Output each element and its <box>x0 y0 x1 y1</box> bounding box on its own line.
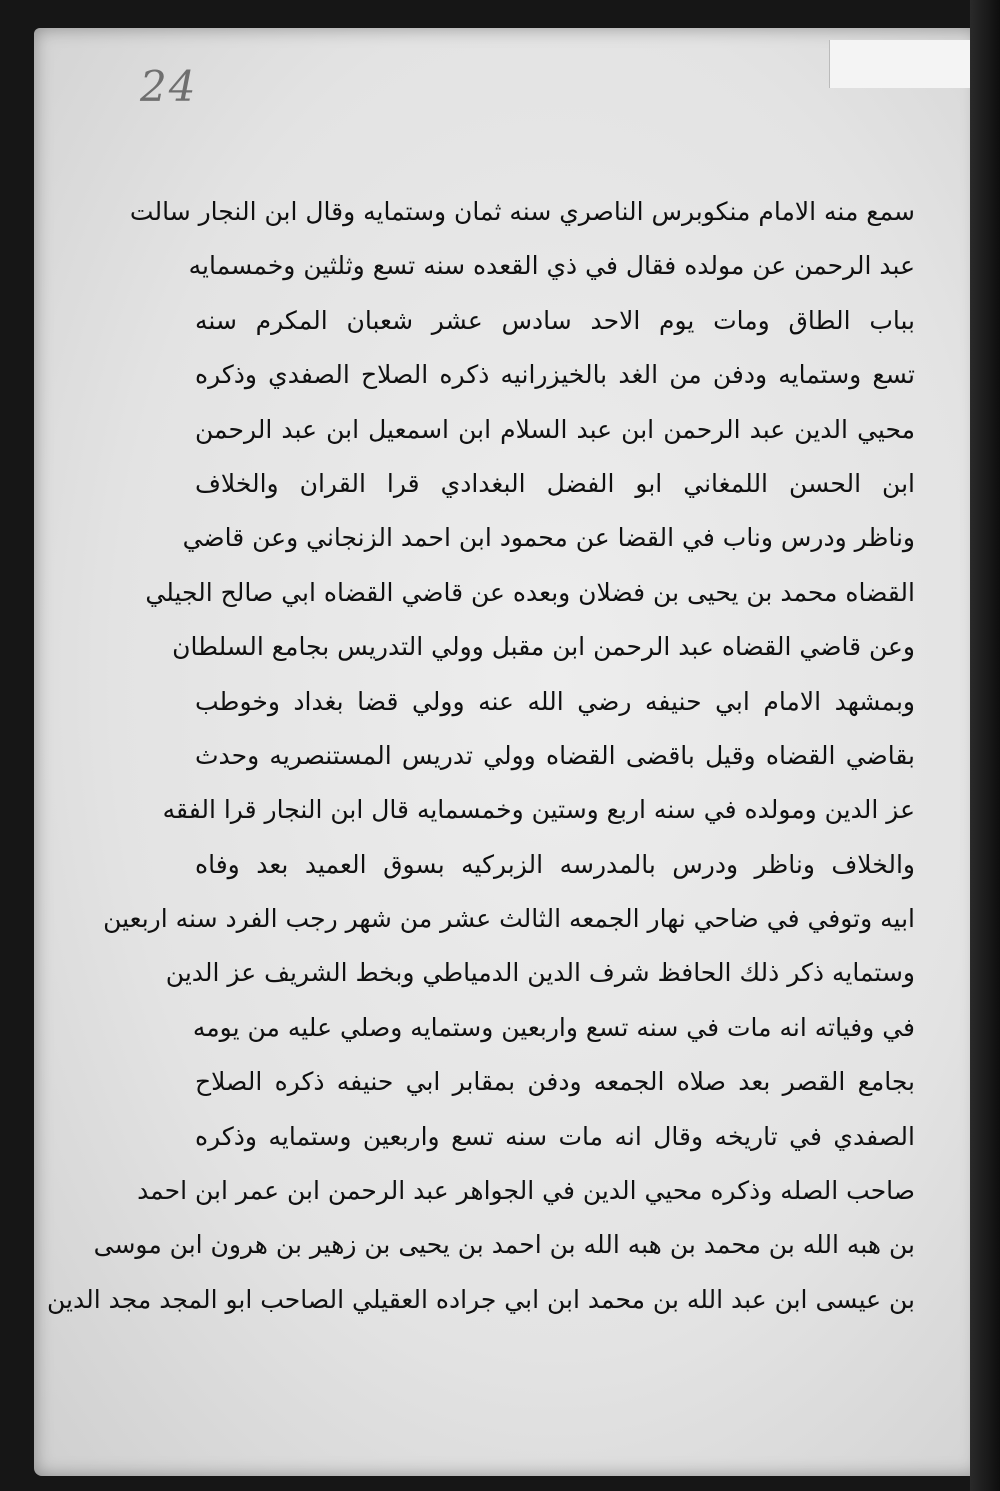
text-line: وناظر ودرس وناب في القضا عن محمود ابن احمد الزنجاني وعن قاضي <box>182 523 915 553</box>
folio-number: 24 <box>140 62 198 111</box>
paper-tab <box>829 40 980 88</box>
text-line: والخلاف وناظر ودرس بالمدرسه الزبركيه بسوق العميد بعد وفاه <box>195 849 915 879</box>
text-line: القضاه محمد بن يحيى بن فضلان وبعده عن قاضي القضاه ابي صالح الجيلي <box>145 577 915 607</box>
text-line: وبمشهد الامام ابي حنيفه رضي الله عنه وولي قضا بغداد وخوطب <box>195 686 915 716</box>
text-line: تسع وستمايه ودفن من الغد بالخيزرانيه ذكره الصلاح الصفدي وذكره <box>195 360 915 390</box>
text-line: بن عيسى ابن عبد الله بن محمد ابن ابي جراده العقيلي الصاحب ابو المجد مجد الدين <box>47 1284 915 1314</box>
text-line: ابيه وتوفي في ضاحي نهار الجمعه الثالث عشر من شهر رجب الفرد سنه اربعين <box>103 904 915 934</box>
text-line: في وفياته انه مات في سنه تسع واربعين وستمايه وصلي عليه من يومه <box>192 1012 915 1042</box>
text-line: وعن قاضي القضاه عبد الرحمن ابن مقبل وولي التدريس بجامع السلطان <box>172 632 915 662</box>
text-line: سمع منه الامام منكوبرس الناصري سنه ثمان وستمايه وقال ابن النجار سالت <box>129 197 915 226</box>
text-line: عز الدين ومولده في سنه اربع وستين وخمسمايه قال ابن النجار قرا الفقه <box>162 795 915 825</box>
manuscript-text <box>47 185 915 1327</box>
text-line: بقاضي القضاه وقيل باقضى القضاه وولي تدريس المستنصريه وحدث <box>195 740 915 770</box>
text-line: محيي الدين عبد الرحمن ابن عبد السلام ابن اسمعيل ابن عبد الرحمن <box>195 414 915 444</box>
text-line: وستمايه ذكر ذلك الحافظ شرف الدين الدمياطي وبخط الشريف عز الدين <box>165 958 915 988</box>
binding-edge <box>970 0 1000 1491</box>
text-line: صاحب الصله وذكره محيي الدين في الجواهر عبد الرحمن ابن عمر ابن احمد <box>137 1176 915 1206</box>
text-line: بجامع القصر بعد صلاه الجمعه ودفن بمقابر ابي حنيفه ذكره الصلاح <box>195 1067 915 1097</box>
text-line: عبد الرحمن عن مولده فقال في ذي القعده سنه تسع وثلثين وخمسمايه <box>188 251 915 281</box>
text-line: الصفدي في تاريخه وقال انه مات سنه تسع واربعين وستمايه وذكره <box>195 1121 915 1151</box>
text-line: بن هبه الله بن محمد بن هبه الله بن احمد بن يحيى بن زهير بن هرون ابن موسى <box>93 1230 915 1260</box>
text-line: بباب الطاق ومات يوم الاحد سادس عشر شعبان المكرم سنه <box>195 305 915 335</box>
text-line: ابن الحسن اللمغاني ابو الفضل البغدادي قرا القران والخلاف <box>195 468 915 498</box>
